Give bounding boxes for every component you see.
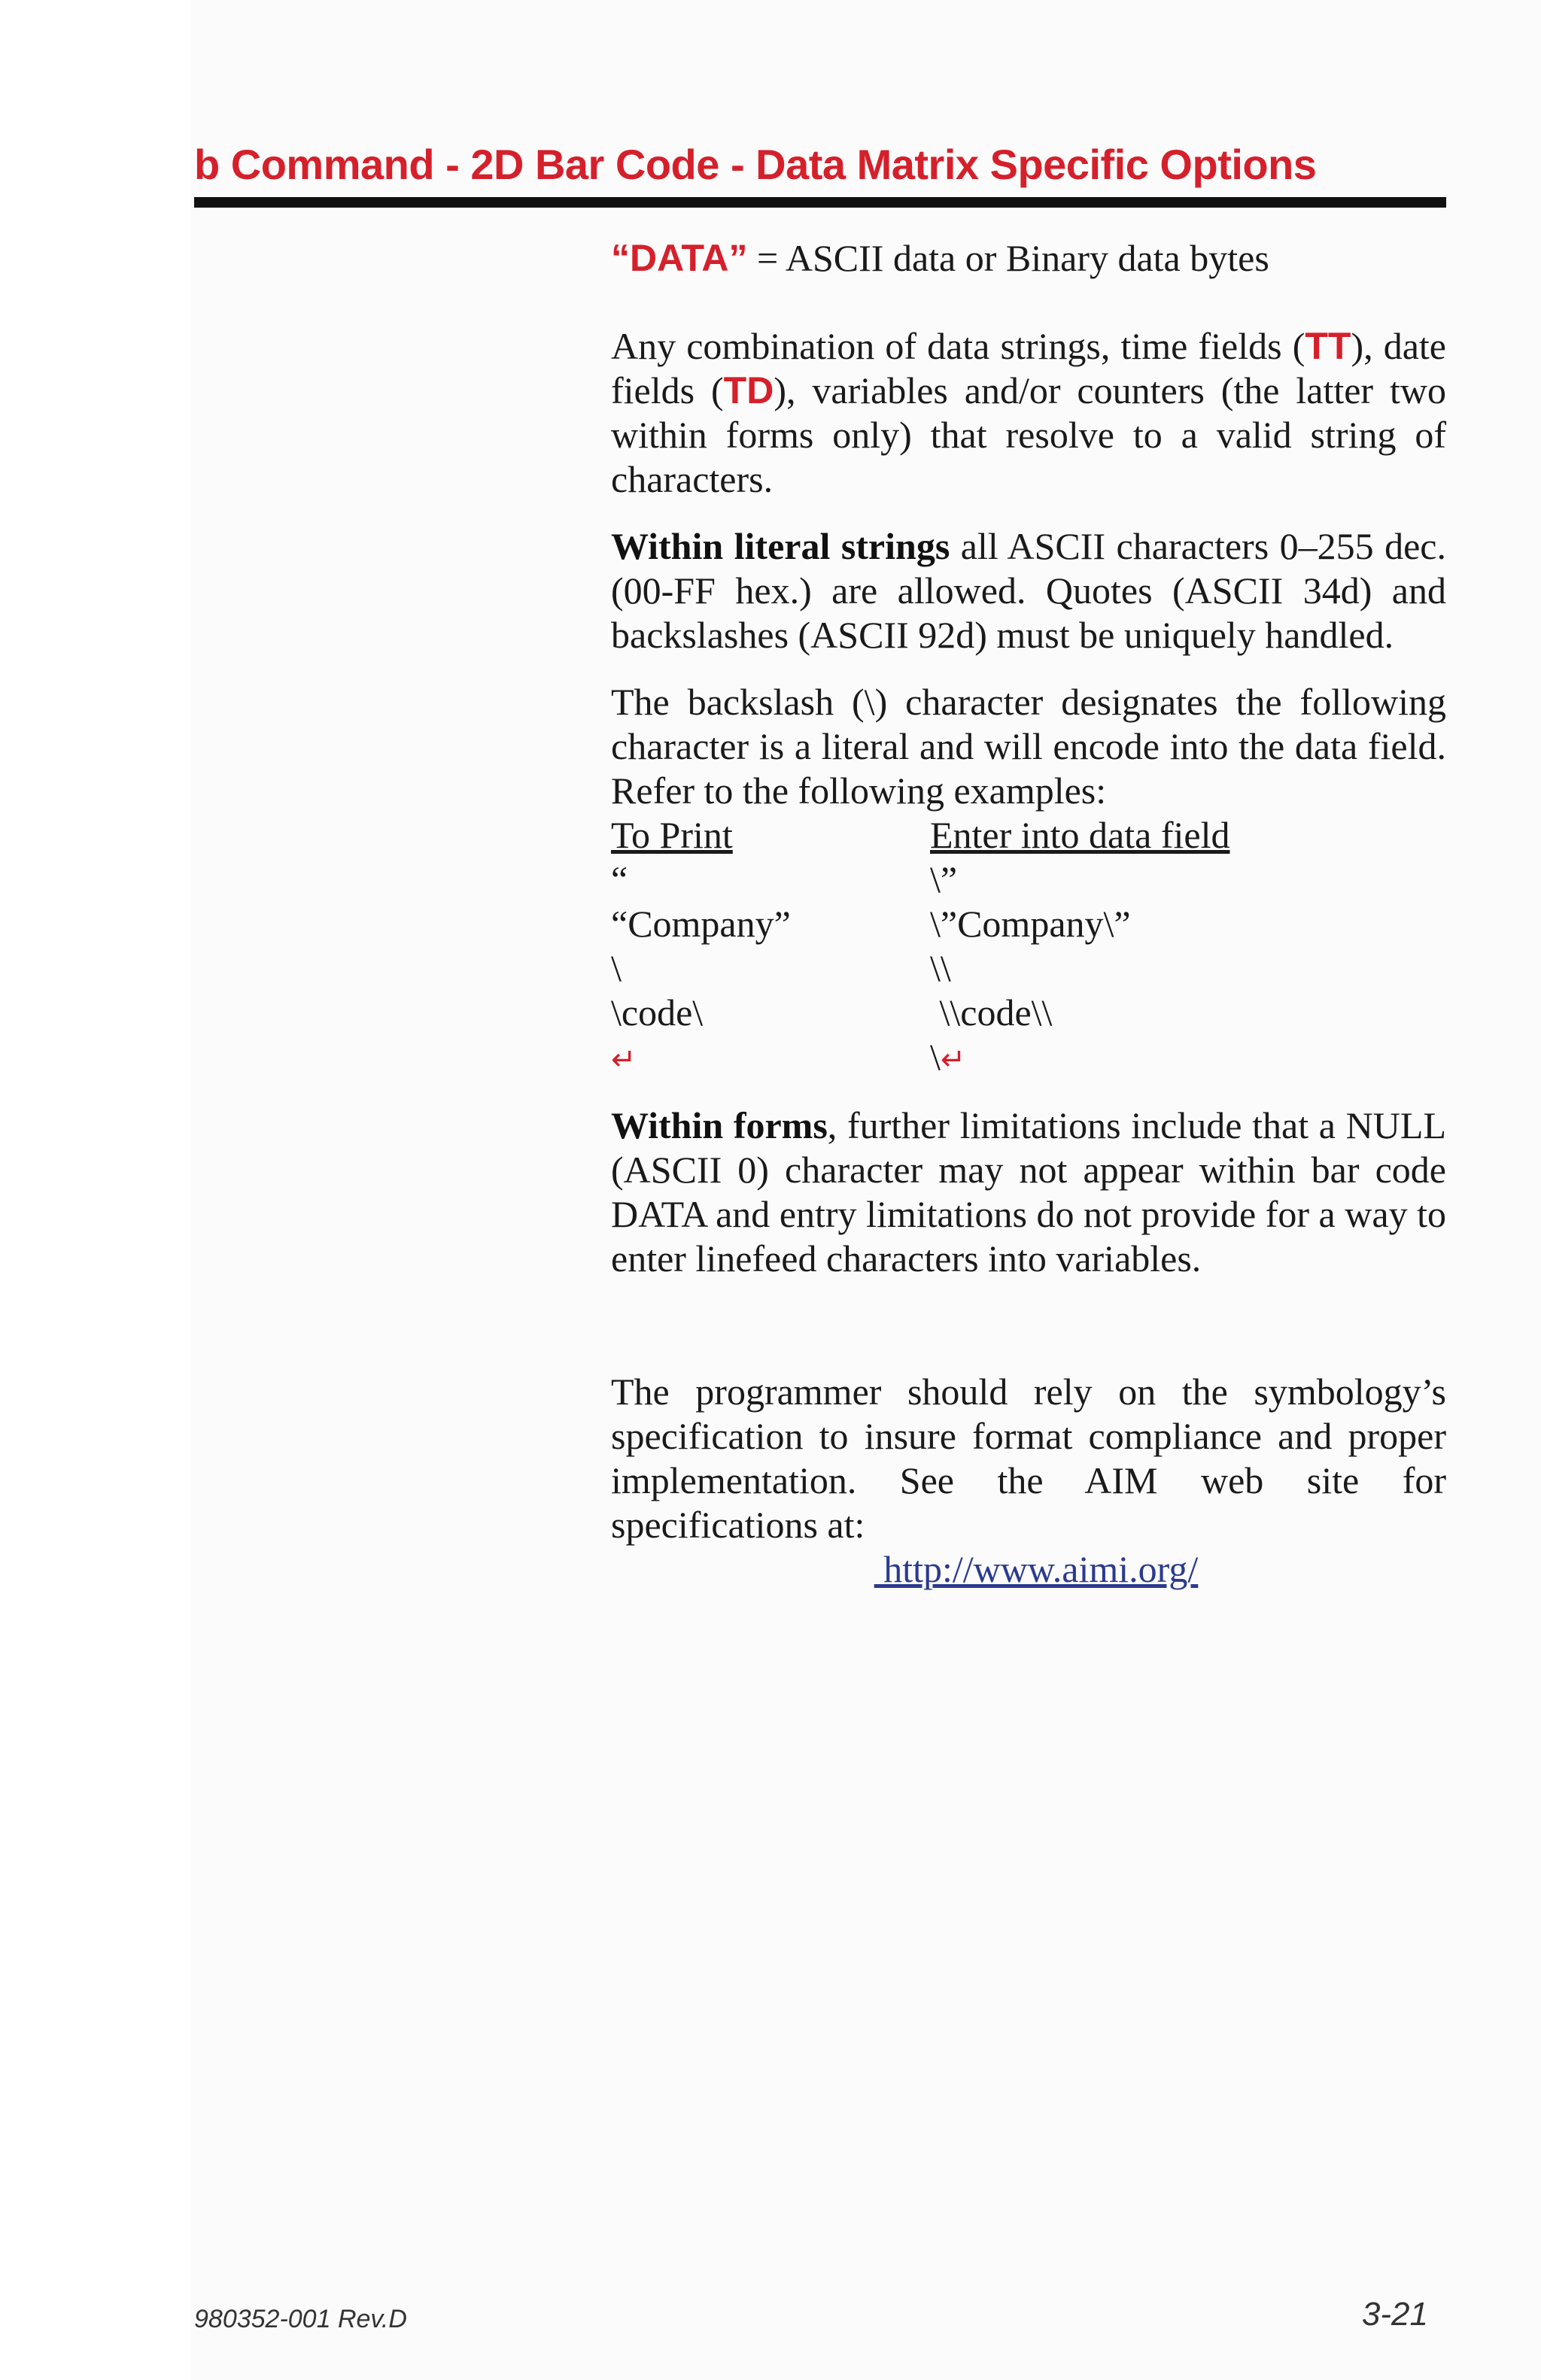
time-field-code: TT: [1305, 325, 1351, 367]
table-row: [611, 946, 1229, 991]
enter-key-icon: ↵: [940, 1043, 966, 1077]
column-header-enter: Enter into data field: [930, 814, 1230, 856]
paragraph-within-forms: [611, 1103, 1446, 1281]
paragraph-programmer: The programmer should rely on the symbology’s specification to insure format compliance and proper implementation. See the AIM web site for specifications at:: [611, 1371, 1446, 1546]
table-cell-print: \code\: [611, 991, 704, 1034]
table-cell-enter: \\code\\: [930, 991, 1053, 1034]
main-content: [611, 236, 1446, 1592]
date-field-code: TD: [723, 369, 774, 411]
literal-strings-heading: Within literal strings: [611, 525, 950, 567]
table-cell-print: “: [611, 858, 628, 900]
backslash-text: \: [930, 1036, 941, 1078]
table-row: [611, 991, 1229, 1035]
paragraph-text: , further limitations include that a NULL (ASCII 0) character may not appear within bar code DATA and entry limitations do not provide for a way to enter linefeed characters into variables.: [611, 1104, 1446, 1280]
paragraph-data-combination: [611, 324, 1446, 502]
paragraph-text: all ASCII characters 0–255 dec. (00-FF hex.) are allowed. Quotes (ASCII 34d) and backslashes (ASCII 92d) must be uniquely handled.: [611, 525, 1446, 656]
table-cell-enter: \”Company\”: [930, 903, 1131, 945]
table-cell-enter: \\: [930, 947, 951, 989]
table-cell-print: “Company”: [611, 903, 791, 945]
title-rule: [194, 197, 1446, 208]
table-row: [611, 902, 1229, 946]
link-line: [611, 1547, 1446, 1592]
examples-header-row: [611, 813, 1229, 858]
paragraph-text: ), date fields (: [611, 325, 1446, 411]
data-label: “DATA”: [611, 237, 748, 279]
table-cell-enter: [930, 1035, 1229, 1082]
page-number: 3-21: [1361, 2296, 1428, 2333]
within-forms-heading: Within forms: [611, 1104, 828, 1146]
paragraph-text: Any combination of data strings, time fields (: [611, 325, 1305, 367]
enter-key-icon: ↵: [611, 1043, 637, 1077]
table-cell-print: \: [611, 947, 622, 989]
table-cell-enter: \”: [930, 858, 958, 900]
paragraph-text: ), variables and/or counters (the latter two within forms only) that resolve to a valid string of characters.: [611, 369, 1446, 500]
page-title: b Command - 2D Bar Code - Data Matrix Specific Options: [194, 141, 1317, 188]
document-number: 980352-001 Rev.D: [194, 2305, 407, 2333]
paragraph-backslash: The backslash (\) character designates the following character is a literal and will encode into the data field. Refer to the following examples:: [611, 681, 1446, 812]
aim-website-link[interactable]: http://www.aimi.org/: [874, 1548, 1199, 1590]
table-row: [611, 1035, 1229, 1082]
data-definition-text: = ASCII data or Binary data bytes: [747, 237, 1269, 279]
column-header-to-print: To Print: [611, 814, 733, 856]
paragraph-literal-strings: [611, 524, 1446, 657]
data-definition: [611, 236, 1446, 281]
table-row: [611, 858, 1229, 902]
examples-table: [611, 813, 1229, 1082]
